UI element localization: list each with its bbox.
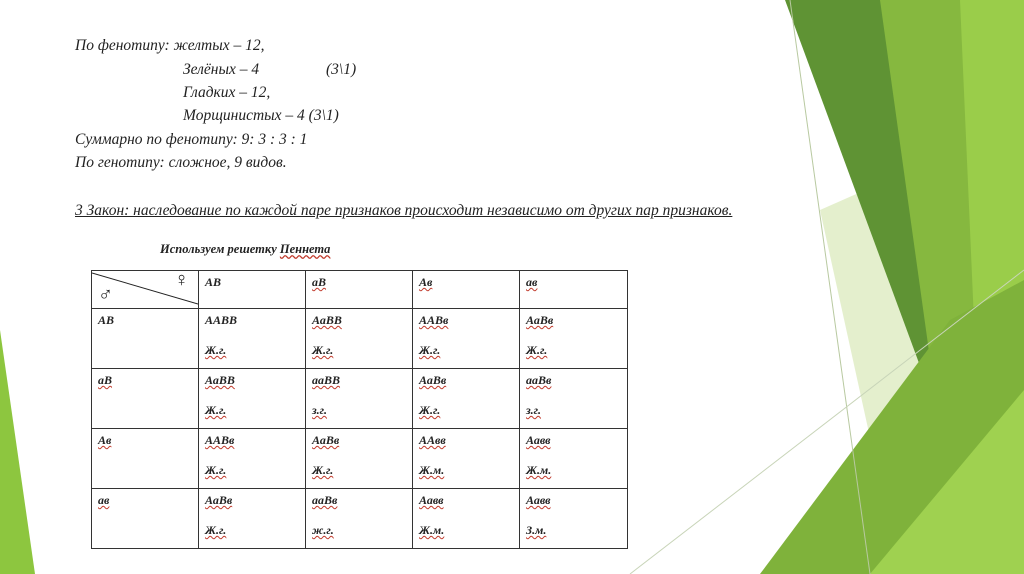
offspring-cell <box>413 489 520 549</box>
phenotype: Ж.м. <box>419 523 445 537</box>
punnett-square <box>91 270 628 549</box>
phenotype: Ж.г. <box>205 343 227 357</box>
punnett-caption <box>160 242 330 257</box>
genotype: АаВв <box>526 313 554 327</box>
offspring-cell <box>520 309 628 369</box>
offspring-cell <box>413 309 520 369</box>
genotype: Аавв <box>526 433 551 447</box>
table-row <box>92 429 628 489</box>
caption-punnett: Пеннета <box>279 242 331 256</box>
phenotype: ж.г. <box>312 523 334 537</box>
deco-left-sliver <box>0 330 35 574</box>
third-law: 3 Закон: наследование по каждой паре признаков происходит независимо от других пар признаков. <box>75 202 733 219</box>
genotype: АаВв <box>312 433 340 447</box>
phenotype: Ж.г. <box>419 343 441 357</box>
phenotype: З.м. <box>526 523 547 537</box>
female-gamete-header: ав <box>520 271 628 309</box>
offspring-cell <box>306 309 413 369</box>
male-gamete: аВ <box>92 369 199 429</box>
female-gamete-header: АВ <box>199 271 306 309</box>
offspring-cell <box>199 489 306 549</box>
phenotype: Ж.г. <box>205 403 227 417</box>
genotype: ААВВ <box>205 313 238 327</box>
offspring-cell <box>413 369 520 429</box>
phenotype: з.г. <box>312 403 327 417</box>
genotype: АаВв <box>205 493 233 507</box>
corner-cell <box>92 271 199 309</box>
phenotype: Ж.г. <box>419 403 441 417</box>
offspring-cell <box>520 489 628 549</box>
offspring-cell <box>306 489 413 549</box>
genotype: ааВВ <box>312 373 341 387</box>
offspring-cell <box>199 429 306 489</box>
offspring-cell <box>199 309 306 369</box>
table-row <box>92 489 628 549</box>
genotype: ААВв <box>205 433 235 447</box>
phenotype: Ж.г. <box>312 343 334 357</box>
offspring-cell <box>199 369 306 429</box>
phenotype-wrinkled: Морщинистых – 4 (3\1) <box>183 107 339 124</box>
offspring-cell <box>306 369 413 429</box>
genotype: Аавв <box>526 493 551 507</box>
female-symbol-icon: ♀ <box>174 269 189 291</box>
phenotype-summary: Суммарно по фенотипу: 9: 3 : 3 : 1 <box>75 131 308 148</box>
phenotype-yellow: По фенотипу: желтых – 12, <box>75 37 265 54</box>
table-row <box>92 309 628 369</box>
phenotype: Ж.г. <box>312 463 334 477</box>
caption-prefix: Используем решетку <box>160 242 280 256</box>
table-row <box>92 369 628 429</box>
ratio-color: (3\1) <box>326 61 357 78</box>
genotype: ААвв <box>419 433 446 447</box>
male-gamete: Ав <box>92 429 199 489</box>
male-symbol-icon: ♂ <box>98 284 113 306</box>
genotype: АаВВ <box>312 313 342 327</box>
phenotype: Ж.г. <box>205 523 227 537</box>
phenotype-smooth: Гладких – 12, <box>183 84 271 101</box>
header-row <box>92 271 628 309</box>
genotype: АаВв <box>419 373 447 387</box>
male-gamete: ав <box>92 489 199 549</box>
female-gamete-header: аВ <box>306 271 413 309</box>
phenotype: з.г. <box>526 403 541 417</box>
genotype: ааВв <box>526 373 552 387</box>
female-gamete-header: Ав <box>413 271 520 309</box>
offspring-cell <box>520 369 628 429</box>
genotype: АаВВ <box>205 373 235 387</box>
genotype-summary: По генотипу: сложное, 9 видов. <box>75 154 287 171</box>
genotype: ААВв <box>419 313 449 327</box>
genotype: ааВв <box>312 493 338 507</box>
offspring-cell <box>520 429 628 489</box>
offspring-cell <box>306 429 413 489</box>
phenotype: Ж.г. <box>205 463 227 477</box>
offspring-cell <box>413 429 520 489</box>
male-gamete: АВ <box>92 309 199 369</box>
phenotype: Ж.г. <box>526 343 548 357</box>
phenotype: Ж.м. <box>526 463 552 477</box>
phenotype: Ж.м. <box>419 463 445 477</box>
phenotype-green: Зелёных – 4 <box>183 61 260 78</box>
genotype: Аавв <box>419 493 444 507</box>
